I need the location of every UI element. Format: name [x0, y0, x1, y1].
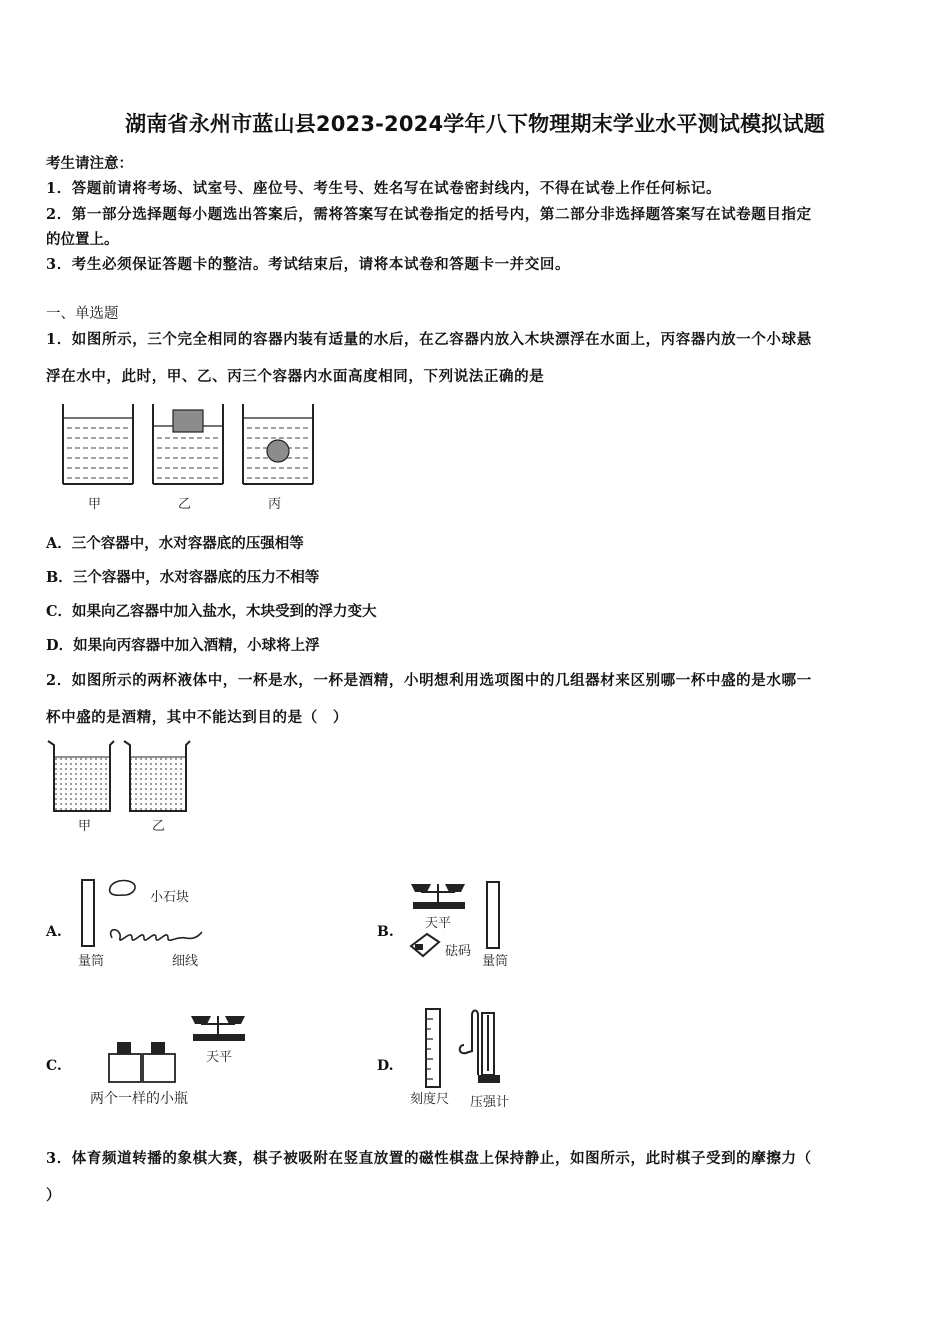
q1-stem-line2: 浮在水中，此时，甲、乙、丙三个容器内水面高度相同，下列说法正确的是	[46, 368, 545, 385]
notice-item-3: 3．考生必须保证答题卡的整洁。考试结束后，请将本试卷和答题卡一并交回。	[46, 256, 571, 273]
notice-heading: 考生请注意：	[46, 155, 133, 172]
balance-icon	[411, 884, 465, 909]
section-heading: 一、单选题	[46, 306, 119, 322]
stone-icon	[110, 881, 135, 896]
q3-stem-line2: ）	[46, 1187, 61, 1204]
container-bing	[243, 404, 313, 484]
page-title: 湖南省永州市蓝山县2023-2024学年八下物理期末学业水平测试模拟试题	[125, 112, 825, 136]
q2-b-label-balance: 天平	[425, 916, 452, 931]
q2-option-d-letter: D.	[377, 1058, 394, 1074]
q2-c-label-bottles: 两个一样的小瓶	[90, 1091, 188, 1107]
ruler-icon	[426, 1009, 440, 1087]
notice-item-2: 2．第一部分选择题每小题选出答案后，需将答案写在试卷指定的括号内，第二部分非选择题答案写在试卷题目指定	[46, 206, 812, 223]
q1-option-d: D．如果向丙容器中加入酒精，小球将上浮	[46, 637, 320, 654]
q1-label-yi: 乙	[178, 497, 192, 512]
q2-option-d-figure	[420, 1005, 520, 1090]
suspended-ball	[267, 440, 289, 462]
q1-label-jia: 甲	[88, 497, 102, 512]
notice-item-1: 1．答题前请将考场、试室号、座位号、考生号、姓名写在试卷密封线内，不得在试卷上作任何标记。	[46, 180, 722, 197]
container-yi	[153, 404, 223, 484]
q2-option-c-figure	[105, 1010, 255, 1085]
pressure-gauge-icon	[460, 1011, 500, 1084]
q2-b-label-weights: 砝码	[445, 944, 472, 959]
measuring-cylinder-icon	[487, 882, 499, 948]
q3-stem-line1: 3．体育频道转播的象棋大赛，棋子被吸附在竖直放置的磁性棋盘上保持静止，如图所示，此时棋子受到的摩擦力（	[46, 1150, 812, 1167]
q2-b-label-cylinder: 量筒	[482, 954, 509, 969]
q1-option-c: C．如果向乙容器中加入盐水，木块受到的浮力变大	[46, 603, 377, 620]
q1-stem-line1: 1．如图所示，三个完全相同的容器内装有适量的水后，在乙容器内放入木块漂浮在水面上，丙容器内放一个小球悬	[46, 331, 812, 348]
beaker-yi	[124, 741, 190, 811]
beaker-jia	[48, 741, 114, 811]
q2-stem-line1: 2．如图所示的两杯液体中，一杯是水，一杯是酒精，小明想利用选项图中的几组器材来区别哪一杯中盛的是水哪一	[46, 672, 812, 689]
q2-label-yi: 乙	[152, 819, 166, 834]
q2-option-a-letter: A.	[46, 924, 62, 940]
q2-option-b-letter: B.	[377, 924, 394, 940]
q2-a-label-thread: 细线	[172, 954, 199, 969]
q1-option-b: B．三个容器中，水对容器底的压力不相等	[46, 569, 320, 586]
q2-option-c-letter: C.	[46, 1058, 62, 1074]
q2-beakers-figure	[44, 737, 194, 817]
weights-box-icon	[411, 934, 439, 956]
q2-option-a-figure	[76, 876, 211, 948]
small-bottle-icon	[109, 1042, 141, 1082]
q2-a-label-stone: 小石块	[150, 890, 190, 905]
q2-d-label-gauge: 压强计	[470, 1095, 510, 1110]
q2-d-label-ruler: 刻度尺	[410, 1092, 450, 1107]
container-jia	[63, 404, 133, 484]
q2-label-jia: 甲	[78, 819, 92, 834]
notice-item-2-cont: 的位置上。	[46, 231, 119, 248]
wooden-block	[173, 410, 203, 432]
small-bottle-icon	[143, 1042, 175, 1082]
q1-option-a: A．三个容器中，水对容器底的压强相等	[46, 535, 304, 552]
thread-icon	[111, 930, 202, 941]
balance-icon	[191, 1016, 245, 1041]
measuring-cylinder-icon	[82, 880, 94, 946]
q2-stem-line2: 杯中盛的是酒精，其中不能达到目的是（ ）	[46, 709, 348, 726]
q1-label-bing: 丙	[268, 497, 282, 512]
q2-c-label-balance: 天平	[206, 1050, 233, 1065]
q2-a-label-cylinder: 量筒	[78, 954, 105, 969]
